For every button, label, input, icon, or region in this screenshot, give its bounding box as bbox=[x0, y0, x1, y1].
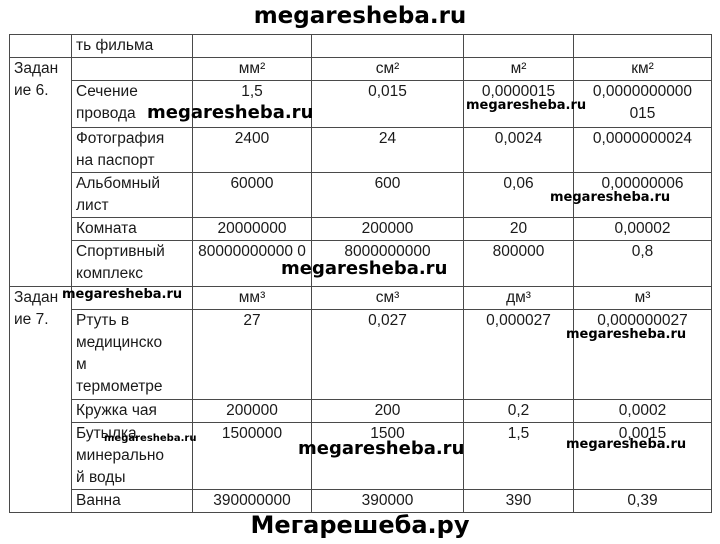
cell-value: 24 bbox=[312, 128, 464, 173]
cell-value: 0,2 bbox=[464, 400, 574, 423]
row-name: Бутылка минерально й воды bbox=[72, 423, 193, 490]
cell-value: 20000000 bbox=[193, 218, 312, 241]
table-row bbox=[10, 310, 712, 400]
cell-value: 390 bbox=[464, 490, 574, 513]
row-name: Сечение провода bbox=[72, 81, 193, 128]
task-label: Задан ие 6. bbox=[10, 58, 72, 287]
table-row bbox=[10, 35, 712, 58]
cell-value: 1500000 bbox=[193, 423, 312, 490]
cell-value: 0,0002 bbox=[574, 400, 712, 423]
table-row bbox=[10, 490, 712, 513]
cell-value: 8000000000 bbox=[312, 241, 464, 287]
watermark: megaresheba.ru bbox=[466, 98, 587, 113]
row-name: Кружка чая bbox=[72, 400, 193, 423]
cell-value: 0,06 bbox=[464, 173, 574, 218]
unit-header: км² bbox=[574, 58, 712, 81]
watermark: megaresheba.ru bbox=[566, 327, 687, 342]
unit-header: дм³ bbox=[464, 287, 574, 310]
cell-value: 0,015 bbox=[312, 81, 464, 128]
unit-header: см³ bbox=[312, 287, 464, 310]
watermark: megaresheba.ru bbox=[62, 287, 183, 302]
cell-value: 0,027 bbox=[312, 310, 464, 400]
cell-value: 0,39 bbox=[574, 490, 712, 513]
cell-value: 800000 bbox=[464, 241, 574, 287]
row-name: ть фильма bbox=[72, 35, 193, 58]
cell-value: 0,8 bbox=[574, 241, 712, 287]
cell-value: 0,0015 bbox=[574, 423, 712, 490]
cell-value: 0,0000000024 bbox=[574, 128, 712, 173]
cell-value: 390000000 bbox=[193, 490, 312, 513]
cell-value: 0,000000027 bbox=[574, 310, 712, 400]
watermark: megaresheba.ru bbox=[566, 437, 687, 452]
unit-header: мм³ bbox=[193, 287, 312, 310]
row-name: Комната bbox=[72, 218, 193, 241]
watermark: megaresheba.ru bbox=[550, 190, 671, 205]
cell-value: 2400 bbox=[193, 128, 312, 173]
cell-value: 20 bbox=[464, 218, 574, 241]
cell-value: 0,00002 bbox=[574, 218, 712, 241]
cell-value: 60000 bbox=[193, 173, 312, 218]
table-row bbox=[10, 400, 712, 423]
unit-header: мм² bbox=[193, 58, 312, 81]
unit-header: м³ bbox=[574, 287, 712, 310]
table-row bbox=[10, 81, 712, 128]
site-footer: Мегарешеба.ру bbox=[250, 511, 470, 539]
cell-value: 200000 bbox=[312, 218, 464, 241]
cell-value: 600 bbox=[312, 173, 464, 218]
task-label: Задан ие 7. bbox=[10, 287, 72, 513]
row-name: Ртуть в медицинско м термометре bbox=[72, 310, 193, 400]
cell-value: 0,00000006 bbox=[574, 173, 712, 218]
cell-value: 390000 bbox=[312, 490, 464, 513]
watermark: megaresheba.ru bbox=[281, 258, 448, 279]
row-name: Спортивный комплекс bbox=[72, 241, 193, 287]
unit-header: см² bbox=[312, 58, 464, 81]
watermark: megaresheba.ru bbox=[147, 102, 314, 123]
watermark: megaresheba.ru bbox=[298, 438, 465, 459]
cell-value: 1500 bbox=[312, 423, 464, 490]
row-name: Альбомный лист bbox=[72, 173, 193, 218]
table-row bbox=[10, 218, 712, 241]
cell-value: 200 bbox=[312, 400, 464, 423]
cell-value: 0,0024 bbox=[464, 128, 574, 173]
cell-value: 80000000000 0 bbox=[193, 241, 312, 287]
unit-header: м² bbox=[464, 58, 574, 81]
cell-value: 1,5 bbox=[193, 81, 312, 128]
table-row bbox=[10, 58, 712, 81]
cell-value: 200000 bbox=[193, 400, 312, 423]
cell-value: 1,5 bbox=[464, 423, 574, 490]
cell-value: 27 bbox=[193, 310, 312, 400]
watermark: megaresheba.ru bbox=[104, 433, 197, 444]
table-row bbox=[10, 128, 712, 173]
cell-value: 0,0000000000 015 bbox=[574, 81, 712, 128]
row-name: Ванна bbox=[72, 490, 193, 513]
row-name: Фотография на паспорт bbox=[72, 128, 193, 173]
cell-value: 0,000027 bbox=[464, 310, 574, 400]
cell-value: 0,0000015 bbox=[464, 81, 574, 128]
site-header: megaresheba.ru bbox=[253, 3, 467, 29]
